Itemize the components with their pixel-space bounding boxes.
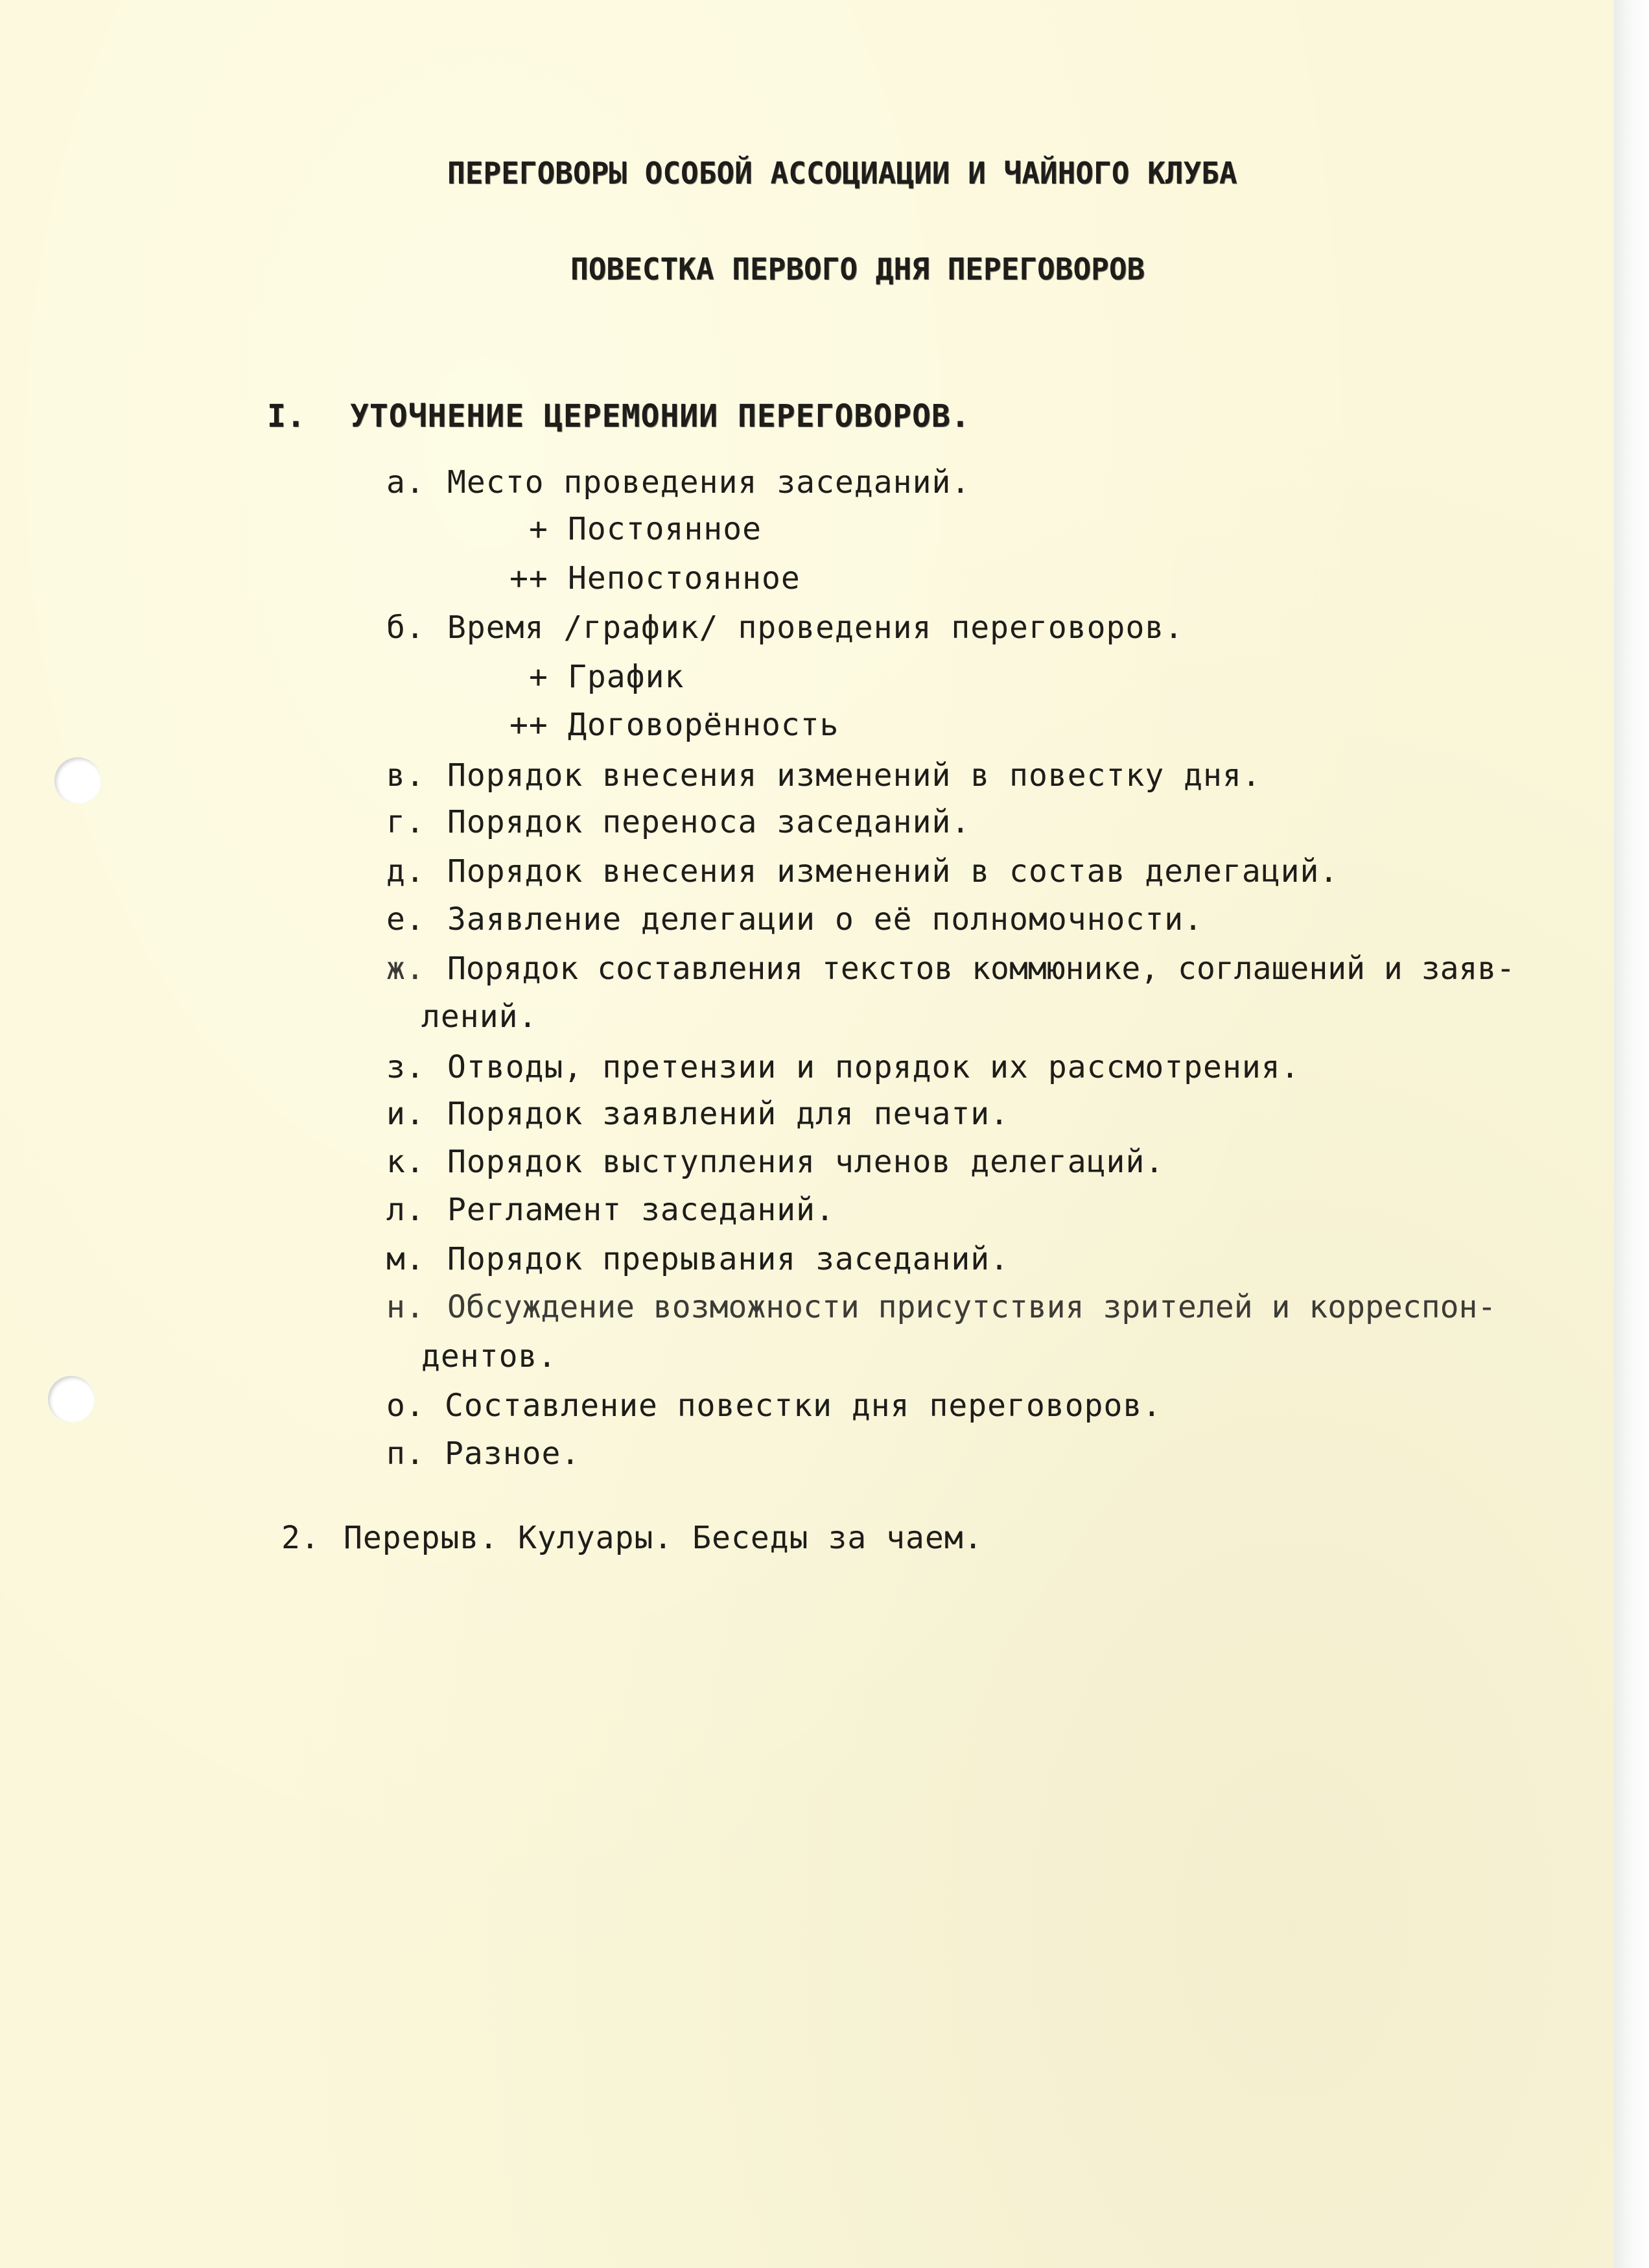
sub-item-text: Непостоянное <box>568 560 801 597</box>
agenda-item-letter: в. <box>386 757 425 794</box>
agenda-item-letter: г. <box>386 804 425 840</box>
sub-item-text: График <box>568 659 684 695</box>
section-2-number: 2. <box>281 1520 320 1556</box>
sub-item-text: Постоянное <box>568 511 762 547</box>
section-1-title: УТОЧНЕНИЕ ЦЕРЕМОНИИ ПЕРЕГОВОРОВ. <box>350 398 970 434</box>
document-subtitle: ПОВЕСТКА ПЕРВОГО ДНЯ ПЕРЕГОВОРОВ <box>570 252 1145 287</box>
agenda-item-letter: д. <box>386 853 425 890</box>
agenda-item-letter: о. <box>386 1388 425 1424</box>
agenda-item-text: Составление повестки дня переговоров. <box>445 1388 1162 1424</box>
agenda-item-letter: п. <box>386 1435 425 1472</box>
sub-item-marker: ++ <box>509 560 548 597</box>
agenda-item-continuation: лений. <box>421 998 538 1035</box>
agenda-item-letter: а. <box>386 464 425 501</box>
agenda-item-letter: ж. <box>386 951 425 987</box>
sub-item-marker: ++ <box>509 707 548 743</box>
agenda-item-letter: м. <box>386 1241 425 1277</box>
sub-item-text: Договорённость <box>568 707 839 743</box>
section-2-text: Перерыв. Кулуары. Беседы за чаем. <box>344 1520 983 1556</box>
agenda-item-text: Время /график/ проведения переговоров. <box>447 609 1184 646</box>
agenda-item-letter: и. <box>386 1096 425 1132</box>
agenda-item-text: Порядок внесения изменений в состав делегаций. <box>447 853 1339 890</box>
agenda-item-text: Порядок прерывания заседаний. <box>447 1241 1010 1277</box>
sub-item-marker: + <box>529 511 548 547</box>
agenda-item-text: Место проведения заседаний. <box>447 464 971 501</box>
agenda-item-text: Порядок переноса заседаний. <box>447 804 971 840</box>
agenda-item-text: Обсуждение возможности присутствия зрителей и корреспон- <box>447 1289 1497 1325</box>
agenda-item-text: Порядок выступления членов делегаций. <box>447 1144 1165 1180</box>
punch-hole <box>54 757 101 804</box>
agenda-item-text: Отводы, претензии и порядок их рассмотрения. <box>447 1049 1300 1085</box>
agenda-item-continuation: дентов. <box>421 1338 557 1375</box>
agenda-item-letter: н. <box>386 1289 425 1325</box>
agenda-item-text: Порядок внесения изменений в повестку дня. <box>447 757 1261 794</box>
agenda-item-letter: б. <box>386 609 425 646</box>
agenda-item-text: Заявление делегации о её полномочности. <box>447 901 1204 938</box>
agenda-item-text: Порядок заявлений для печати. <box>447 1096 1010 1132</box>
agenda-item-letter: з. <box>386 1049 425 1085</box>
document-title: ПЕРЕГОВОРЫ ОСОБОЙ АССОЦИАЦИИ И ЧАЙНОГО КЛУБА <box>447 156 1237 191</box>
section-1-number: I. <box>267 398 306 434</box>
agenda-item-text: Регламент заседаний. <box>447 1192 835 1228</box>
agenda-item-letter: л. <box>386 1192 425 1228</box>
agenda-item-letter: к. <box>386 1144 425 1180</box>
scanner-edge <box>1614 0 1649 2268</box>
agenda-item-text: Разное. <box>445 1435 581 1472</box>
agenda-item-text: Порядок составления текстов коммюнике, соглашений и заяв- <box>447 951 1515 987</box>
sub-item-marker: + <box>529 659 548 695</box>
punch-hole <box>48 1376 95 1423</box>
agenda-item-letter: е. <box>386 901 425 938</box>
